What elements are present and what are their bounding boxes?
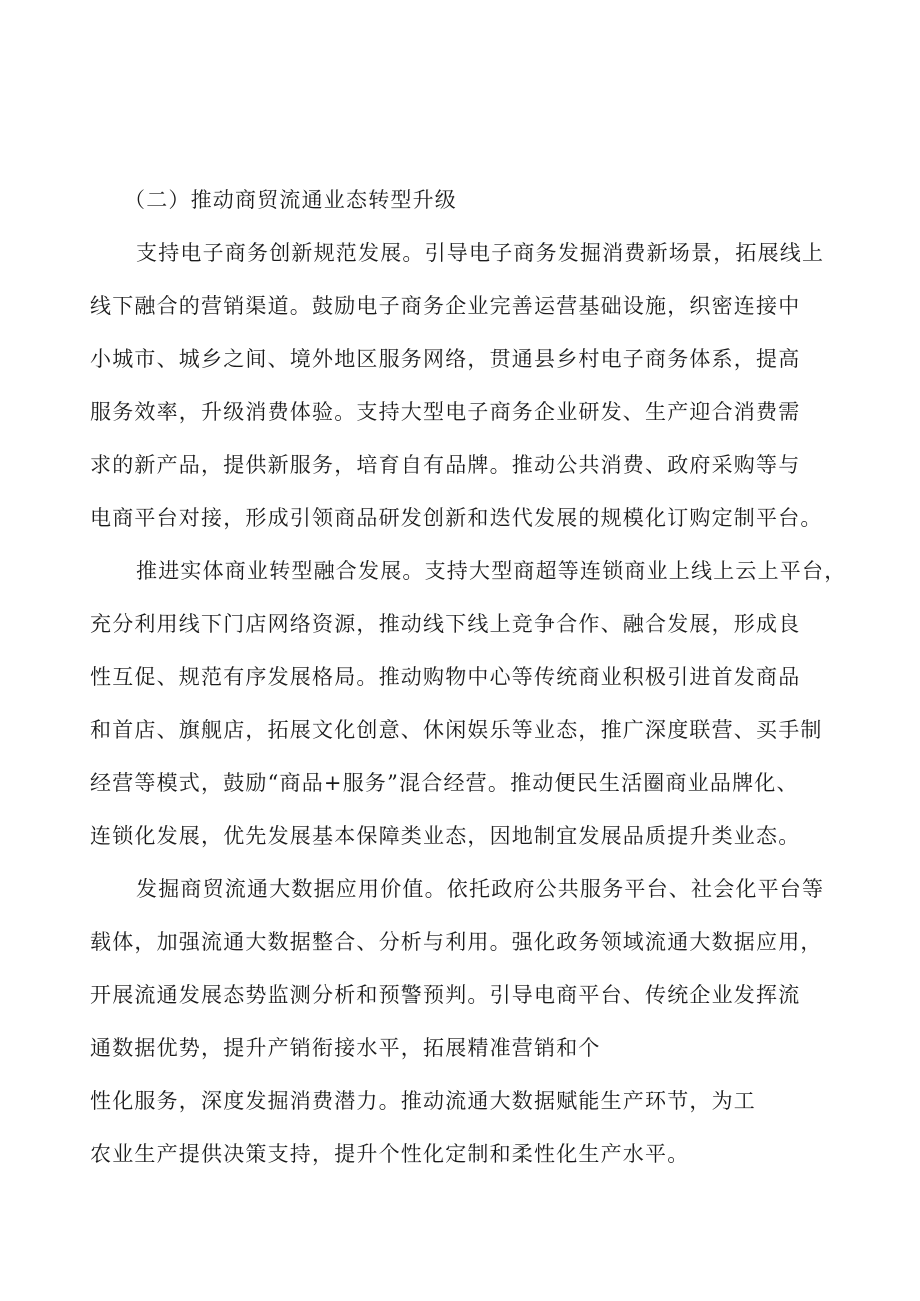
paragraph-line: 和首店、旗舰店，拓展文化创意、休闲娱乐等业态，推广深度联营、买手制 (90, 718, 823, 742)
paragraph-line: 农业生产提供决策支持，提升个性化定制和柔性化生产水平。 (90, 1142, 690, 1166)
paragraph-line: 推进实体商业转型融合发展。支持大型商超等连锁商业上线上云上平台， (136, 559, 847, 583)
paragraph-line: 电商平台对接，形成引领商品研发创新和迭代发展的规模化订购定制平台。 (90, 506, 823, 530)
paragraph-line: 服务效率，升级消费体验。支持大型电子商务企业研发、生产迎合消费需 (90, 400, 801, 424)
paragraph-line: 小城市、城乡之间、境外地区服务网络，贯通县乡村电子商务体系，提高 (90, 347, 801, 371)
paragraph-line: 连锁化发展，优先发展基本保障类业态，因地制宜发展品质提升类业态。 (90, 824, 801, 848)
paragraph-line: 线下融合的营销渠道。鼓励电子商务企业完善运营基础设施，织密连接中 (90, 294, 801, 318)
paragraph-line: 发掘商贸流通大数据应用价值。依托政府公共服务平台、社会化平台等 (136, 877, 825, 901)
paragraph-line: 支持电子商务创新规范发展。引导电子商务发掘消费新场景，拓展线上 (136, 241, 825, 265)
section-heading: （二）推动商贸流通业态转型升级 (124, 188, 457, 212)
paragraph-line: 载体，加强流通大数据整合、分析与利用。强化政务领域流通大数据应用， (90, 930, 823, 954)
paragraph-line: 开展流通发展态势监测分析和预警预判。引导电商平台、传统企业发挥流 (90, 983, 801, 1007)
paragraph-line: 充分利用线下门店网络资源，推动线下线上竞争合作、融合发展，形成良 (90, 612, 801, 636)
paragraph-line: 性化服务，深度发掘消费潜力。推动流通大数据赋能生产环节，为工 (90, 1089, 756, 1113)
paragraph-line: 求的新产品，提供新服务，培育自有品牌。推动公共消费、政府采购等与 (90, 453, 801, 477)
paragraph-line: 性互促、规范有序发展格局。推动购物中心等传统商业积极引进首发商品 (90, 665, 801, 689)
paragraph-line: 通数据优势，提升产销衔接水平，拓展精准营销和个 (90, 1036, 601, 1060)
paragraph-line: 经营等模式，鼓励“商品+服务”混合经营。推动便民生活圈商业品牌化、 (90, 771, 799, 795)
